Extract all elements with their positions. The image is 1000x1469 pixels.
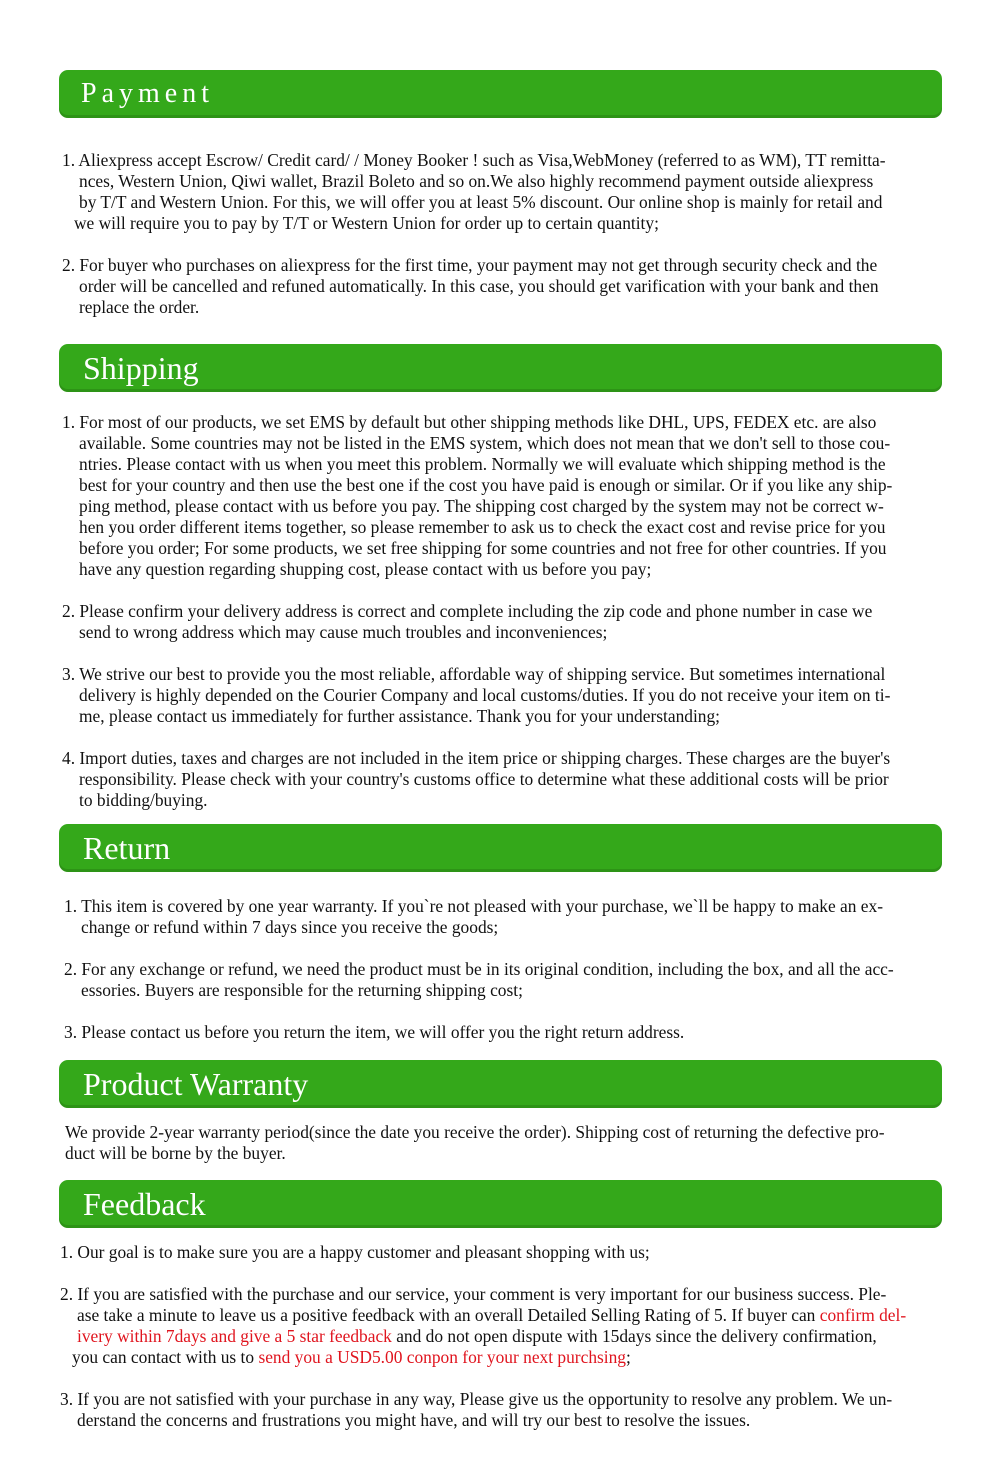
payment-header: [59, 70, 942, 118]
text-line: 3. Please contact us before you return the item, we will offer you the right return address.: [64, 1022, 685, 1042]
text-line: ping method, please contact with us before you pay. The shipping cost charged by the system may not be correct w-: [79, 496, 884, 516]
text-line: me, please contact us immediately for further assistance. Thank you for your understanding;: [79, 706, 721, 726]
return-header: [59, 824, 942, 872]
text-line: derstand the concerns and frustrations you might have, and will try our best to resolve the issues.: [77, 1410, 751, 1430]
text-line: 3. If you are not satisfied with your purchase in any way, Please give us the opportunity to resolve any problem. We un-: [60, 1389, 893, 1409]
text-line: 1. This item is covered by one year warranty. If you`re not pleased with your purchase, we`ll be happy to make an ex-: [64, 896, 884, 916]
text-line: We provide 2-year warranty period(since the date you receive the order). Shipping cost of returning the defective pro-: [65, 1122, 885, 1142]
highlight-text: ivery within 7days and give a 5 star feedback: [77, 1326, 392, 1346]
text-line: [60, 1347, 906, 1368]
text-line: 2. For buyer who purchases on aliexpress for the first time, your payment may not get through security check and the: [62, 255, 878, 275]
section-title: Return: [83, 829, 171, 866]
text-line: 1. Our goal is to make sure you are a happy customer and pleasant shopping with us;: [60, 1242, 650, 1262]
text-line: change or refund within 7 days since you receive the goods;: [81, 917, 499, 937]
text-line: 2. For any exchange or refund, we need the product must be in its original condition, including the box, and all the acc-: [64, 959, 894, 979]
list-item: [62, 601, 872, 643]
text-line: send to wrong address which may cause much troubles and inconveniences;: [79, 622, 608, 642]
section-title: Feedback: [83, 1185, 206, 1222]
highlight-text: send you a USD5.00 conpon for your next purchsing: [258, 1347, 627, 1367]
text-line: nces, Western Union, Qiwi wallet, Brazil Boleto and so on.We also highly recommend payment outside aliexpress: [79, 171, 874, 191]
text-line: duct will be borne by the buyer.: [65, 1143, 286, 1163]
section-title: Shipping: [83, 349, 199, 386]
text-line: 1. For most of our products, we set EMS by default but other shipping methods like DHL, UPS, FEDEX etc. are also: [62, 412, 877, 432]
list-item: [62, 150, 886, 234]
text-segment: you can contact with us to: [72, 1347, 259, 1367]
text-line: by T/T and Western Union. For this, we will offer you at least 5% discount. Our online shop is mainly for retail and: [79, 192, 883, 212]
feedback-header: [59, 1180, 942, 1228]
text-line: [60, 1326, 906, 1347]
text-line: 1. Aliexpress accept Escrow/ Credit card/ / Money Booker ! such as Visa,WebMoney (referred to as WM), TT remitta-: [62, 150, 886, 170]
shipping-header: [59, 344, 942, 392]
text-line: available. Some countries may not be listed in the EMS system, which does not mean that we don't sell to those cou-: [79, 433, 891, 453]
text-line: best for your country and then use the best one if the cost you have paid is enough or similar. Or if you like any ship-: [79, 475, 893, 495]
list-item: [60, 1242, 650, 1263]
list-item: [60, 1389, 892, 1431]
list-item: [62, 748, 890, 811]
text-segment: ase take a minute to leave us a positive feedback with an overall Detailed Selling Rating of 5. If buyer can: [77, 1305, 820, 1325]
text-line: responsibility. Please check with your country's customs office to determine what these additional costs will be prior: [79, 769, 889, 789]
text-line: 2. If you are satisfied with the purchase and our service, your comment is very important for our business success. Ple-: [60, 1284, 887, 1304]
text-line: delivery is highly depended on the Courier Company and local customs/duties. If you do not receive your item on ti-: [79, 685, 891, 705]
list-item: [64, 896, 883, 938]
list-item: [60, 1284, 906, 1368]
section-title: Payment: [81, 78, 214, 109]
text-line: ntries. Please contact with us when you meet this problem. Normally we will evaluate which shipping method is the: [79, 454, 886, 474]
text-line: 3. We strive our best to provide you the most reliable, affordable way of shipping service. But sometimes international: [62, 664, 886, 684]
text-line: to bidding/buying.: [79, 790, 208, 810]
text-segment: and do not open dispute with 15days since the delivery confirmation,: [391, 1326, 877, 1346]
text-line: 4. Import duties, taxes and charges are not included in the item price or shipping charges. These charges are the buyer's: [62, 748, 891, 768]
section-title: Product Warranty: [83, 1065, 309, 1102]
list-item: [62, 412, 892, 580]
text-line: before you order; For some products, we set free shipping for some countries and not free for other countries. If you: [79, 538, 887, 558]
warranty-text: [65, 1122, 885, 1164]
text-line: order will be cancelled and refuned automatically. In this case, you should get varification with your bank and then: [79, 276, 879, 296]
text-line: essories. Buyers are responsible for the returning shipping cost;: [81, 980, 523, 1000]
warranty-header: [59, 1060, 942, 1108]
text-segment: ;: [626, 1347, 631, 1367]
text-line: we will require you to pay by T/T or Western Union for order up to certain quantity;: [74, 213, 659, 233]
text-line: replace the order.: [79, 297, 200, 317]
text-line: have any question regarding shupping cost, please contact with us before you pay;: [79, 559, 652, 579]
list-item: [62, 664, 890, 727]
list-item: [62, 255, 879, 318]
highlight-text: confirm del-: [819, 1305, 907, 1325]
list-item: [64, 959, 894, 1001]
text-line: [60, 1305, 906, 1326]
text-line: 2. Please confirm your delivery address is correct and complete including the zip code and phone number in case we: [62, 601, 873, 621]
list-item: [64, 1022, 684, 1043]
text-line: hen you order different items together, so please remember to ask us to check the exact cost and revise price for you: [79, 517, 886, 537]
